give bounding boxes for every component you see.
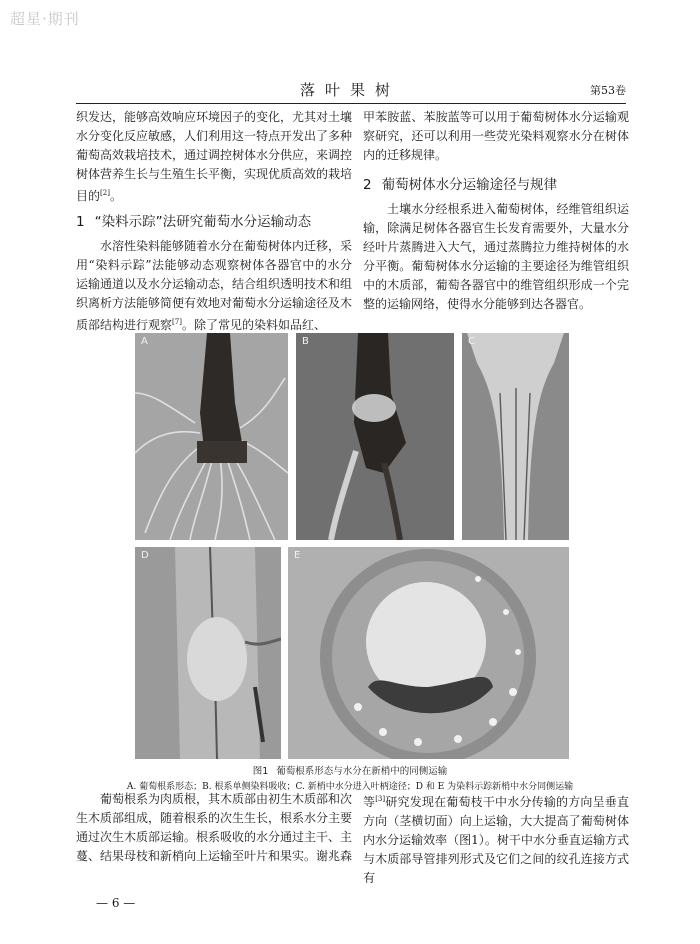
root-dye-photo	[296, 333, 454, 540]
citation[interactable]: [3]	[375, 795, 386, 803]
journal-title: 落叶果树	[299, 81, 400, 99]
paragraph: 水溶性染料能够随着水分在葡萄树体内迁移，采用“染料示踪”法能够动态观察树体各器官中的水分运输通道以及水分运输动态，结合组织透明技术和组织离析方法能够简便有效地对葡萄水分运输途径及木质部结构进行观察[7]。除了常见的染料如品红、	[76, 239, 353, 332]
figure-panel-d	[135, 547, 281, 759]
panel-label-a: A	[141, 336, 148, 347]
cross-section-photo	[288, 547, 569, 759]
section-heading-1: 1 “染料示踪”法研究葡萄水分运输动态	[76, 214, 312, 230]
figure-panel-a	[135, 333, 288, 540]
figure-caption: 图1 葡萄根系形态与水分在新梢中的同侧运输	[252, 766, 448, 777]
root-photo	[135, 333, 288, 540]
panel-label-d: D	[141, 550, 149, 561]
watermark: 超星·期刊	[10, 10, 80, 28]
citation[interactable]: [7]	[172, 318, 182, 326]
volume-label: 第53卷	[590, 84, 626, 97]
page-number: — 6 —	[96, 896, 136, 910]
panel-label-b: B	[302, 336, 309, 347]
paragraph: 甲苯胺蓝、苯胺蓝等可以用于葡萄树体水分运输观察研究，还可以利用一些荧光染料观察水分在树体内的迁移规律。	[363, 110, 629, 162]
panel-label-e: E	[294, 550, 301, 561]
bottom-left-column	[76, 790, 352, 866]
citation[interactable]: [2]	[100, 189, 110, 197]
shoot-section-photo	[462, 333, 569, 540]
figure-legend: A. 葡萄根系形态；B. 根系单侧染料吸收；C. 新梢中水分进入叶柄途径；D 和 E 为染料示踪新梢中水分同侧运输	[126, 782, 574, 792]
paragraph: 等[3]研究发现在葡萄枝干中水分传输的方向呈垂直方向（茎横切面）向上运输，大大提高了葡萄树体内水分运输效率（图1）。树干中水分垂直运输方式与木质部导管排列形式及它们之间的纹孔连接方式有	[363, 795, 629, 885]
paragraph: 葡萄根系为肉质根，其木质部由初生木质部和次生木质部组成，随着根系的次生生长，根系水分主要通过次生木质部运输。根系吸收的水分通过主干、主蔓、结果母枝和新梢向上运输至叶片和果实。谢兆森	[76, 792, 353, 863]
panel-label-c: C	[468, 336, 475, 347]
header-rule	[76, 103, 626, 104]
paragraph: 土壤水分经根系进入葡萄树体，经维管组织运输，除满足树体各器官生长发育需要外，大量水分经叶片蒸腾进入大气，通过蒸腾拉力维持树体的水分平衡。葡萄树体水分运输的主要途径为维管组织中的木质部，葡萄各器官中的维管组织形成一个完整的运输网络，使得水分能够到达各器官。	[363, 202, 629, 311]
bottom-right-column	[363, 790, 629, 888]
figure-panel-b	[296, 333, 454, 540]
figure-panel-e	[288, 547, 569, 759]
shoot-dye-photo	[135, 547, 281, 759]
section-heading-2: 2 葡萄树体水分运输途径与规律	[363, 177, 558, 193]
right-column	[363, 108, 629, 314]
left-column	[76, 108, 352, 335]
figure-panel-c	[462, 333, 569, 540]
paragraph: 织发达，能够高效响应环境因子的变化，尤其对土壤水分变化反应敏感，人们利用这一特点开发出了多种葡萄高效栽培技术，通过调控树体水分供应，来调控树体营养生长与生殖生长平衡，实现优质高效的栽培目的[2]。	[76, 110, 353, 203]
